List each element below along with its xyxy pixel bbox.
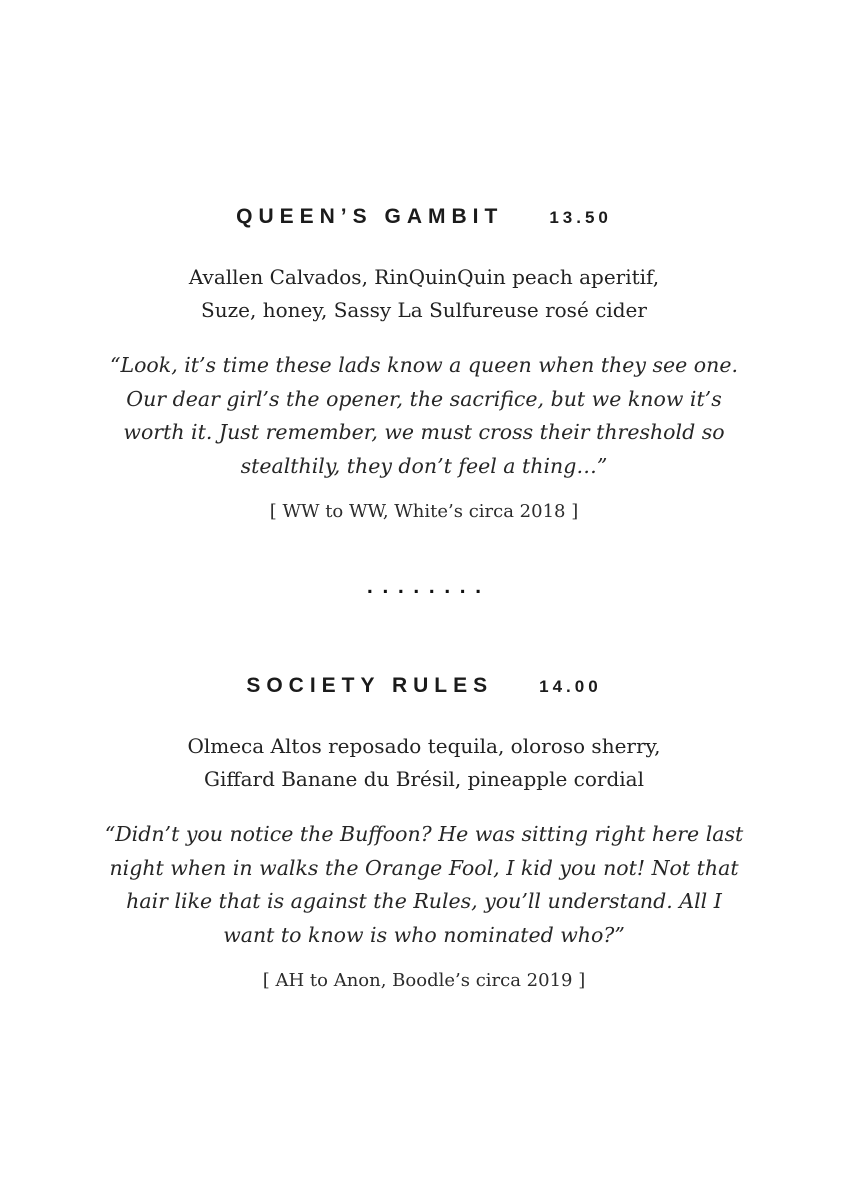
- item-price: 14.00: [539, 677, 602, 696]
- ingredients-line: Olmeca Altos reposado tequila, oloroso sherry,: [187, 734, 661, 758]
- menu-item-queens-gambit: [74, 205, 774, 524]
- item-quote: “Didn’t you notice the Buffoon? He was sitting right here last night when in walks the Orange Fool, I kid you not! Not that hair like that is against the Rules, you’ll understand. All I want to know is who nominated who?”: [104, 822, 744, 947]
- item-ingredients: [124, 730, 724, 796]
- item-quote: “Look, it’s time these lads know a queen when they see one. Our dear girl’s the opener, the sacrifice, but we know it’s worth it. Just remember, we must cross their threshold so stealthily, they don’t feel a thing…”: [110, 353, 738, 478]
- item-attribution: [ WW to WW, White’s circa 2018 ]: [269, 501, 579, 522]
- item-ingredients: [124, 261, 724, 327]
- item-price: 13.50: [549, 208, 612, 227]
- ingredients-line: Suze, honey, Sassy La Sulfureuse rosé cider: [201, 298, 647, 322]
- item-name: QUEEN’S GAMBIT: [236, 205, 504, 228]
- menu-item-society-rules: [74, 674, 774, 993]
- item-title-row: [74, 674, 774, 704]
- item-attribution: [ AH to Anon, Boodle’s circa 2019 ]: [262, 970, 586, 991]
- ingredients-line: Giffard Banane du Brésil, pineapple cordial: [204, 767, 644, 791]
- ingredients-line: Avallen Calvados, RinQuinQuin peach aperitif,: [188, 265, 660, 289]
- dots-separator: ........: [366, 578, 491, 598]
- item-name: SOCIETY RULES: [246, 674, 494, 697]
- item-title-row: [74, 205, 774, 235]
